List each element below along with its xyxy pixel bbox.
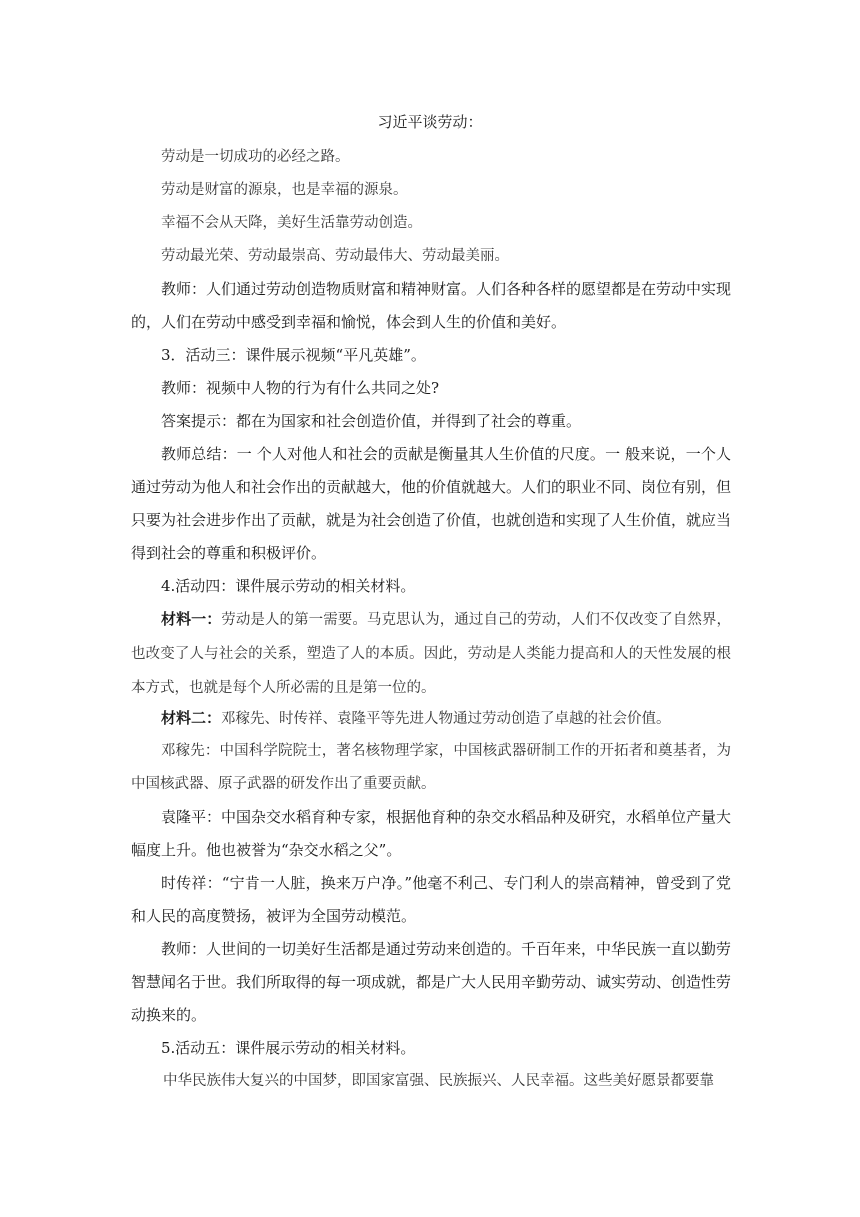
activity-3: 3．活动三：课件展示视频“平凡英雄”。 xyxy=(161,346,426,364)
activity-5: 5.活动五：课件展示劳动的相关材料。 xyxy=(161,1039,416,1057)
material-2 xyxy=(131,702,731,736)
teacher-paragraph-1: 教师：人们通过劳动创造物质财富和精神财富。人们各种各样的愿望都是在劳动中实现的，人们在劳动中感受到幸福和愉悦，体会到人生的价值和美好。 xyxy=(131,280,732,331)
quote-4: 劳动最光荣、劳动最崇高、劳动最伟大、劳动最美丽。 xyxy=(161,248,509,264)
deng-paragraph: 邓稼先：中国科学院院士，著名核物理学家，中国核武器研制工作的开拓者和奠基者，为中国核武器、原子武器的研发作出了重要贡献。 xyxy=(131,743,731,792)
activity-4: 4.活动四：课件展示劳动的相关材料。 xyxy=(161,577,416,595)
material-1-label: 材料一： xyxy=(161,610,222,628)
yuan-paragraph: 袁隆平：中国杂交水稻育种专家，根据他育种的杂交水稻品种及研究，水稻单位产量大幅度上升。他也被誉为“杂交水稻之父”。 xyxy=(131,808,732,859)
teacher-question: 教师：视频中人物的行为有什么共同之处? xyxy=(161,379,440,397)
section-title: 习近平谈劳动： xyxy=(377,113,483,131)
last-paragraph: 中华民族伟大复兴的中国梦，即国家富强、民族振兴、人民幸福。这些美好愿景都要靠 xyxy=(163,1073,714,1089)
quote-3: 幸福不会从天降，美好生活靠劳动创造。 xyxy=(161,215,422,231)
teacher-summary: 教师总结：一 个人对他人和社会的贡献是衡量其人生价值的尺度。一 般来说，一个人通过劳动为他人和社会作出的贡献越大，他的价值就越大。人们的职业不同、岗位有别，但只要为社会进步作出了贡献，就是为社会创造了价值，也就创造和实现了人生价值，就应当得到社会的尊重和积极评价。 xyxy=(131,445,732,562)
quote-1: 劳动是一切成功的必经之路。 xyxy=(161,149,350,165)
material-1 xyxy=(131,603,731,705)
answer-hint: 答案提示：都在为国家和社会创造价值，并得到了社会的尊重。 xyxy=(161,412,582,430)
material-1-text: 劳动是人的第一需要。马克思认为，通过自己的劳动，人们不仅改变了自然界，也改变了人与社会的关系，塑造了人的本质。因此，劳动是人类能力提高和人的天性发展的根本方式，也就是每个人所必需的且是第一位的。 xyxy=(131,612,731,696)
shi-paragraph: 时传祥：“宁肯一人脏，换来万户净。”他毫不利己、专门利人的崇高精神，曾受到了党和人民的高度赞扬，被评为全国劳动模范。 xyxy=(131,874,731,925)
material-2-label: 材料二： xyxy=(161,709,222,727)
quote-2: 劳动是财富的源泉，也是幸福的源泉。 xyxy=(161,182,408,198)
material-2-text: 邓稼先、时传祥、袁隆平等先进人物通过劳动创造了卓越的社会价值。 xyxy=(221,711,671,727)
teacher-paragraph-2: 教师：人世间的一切美好生活都是通过劳动来创造的。千百年来，中华民族一直以勤劳智慧闻名于世。我们所取得的每一项成就，都是广大人民用辛勤劳动、诚实劳动、创造性劳动换来的。 xyxy=(131,940,732,1024)
